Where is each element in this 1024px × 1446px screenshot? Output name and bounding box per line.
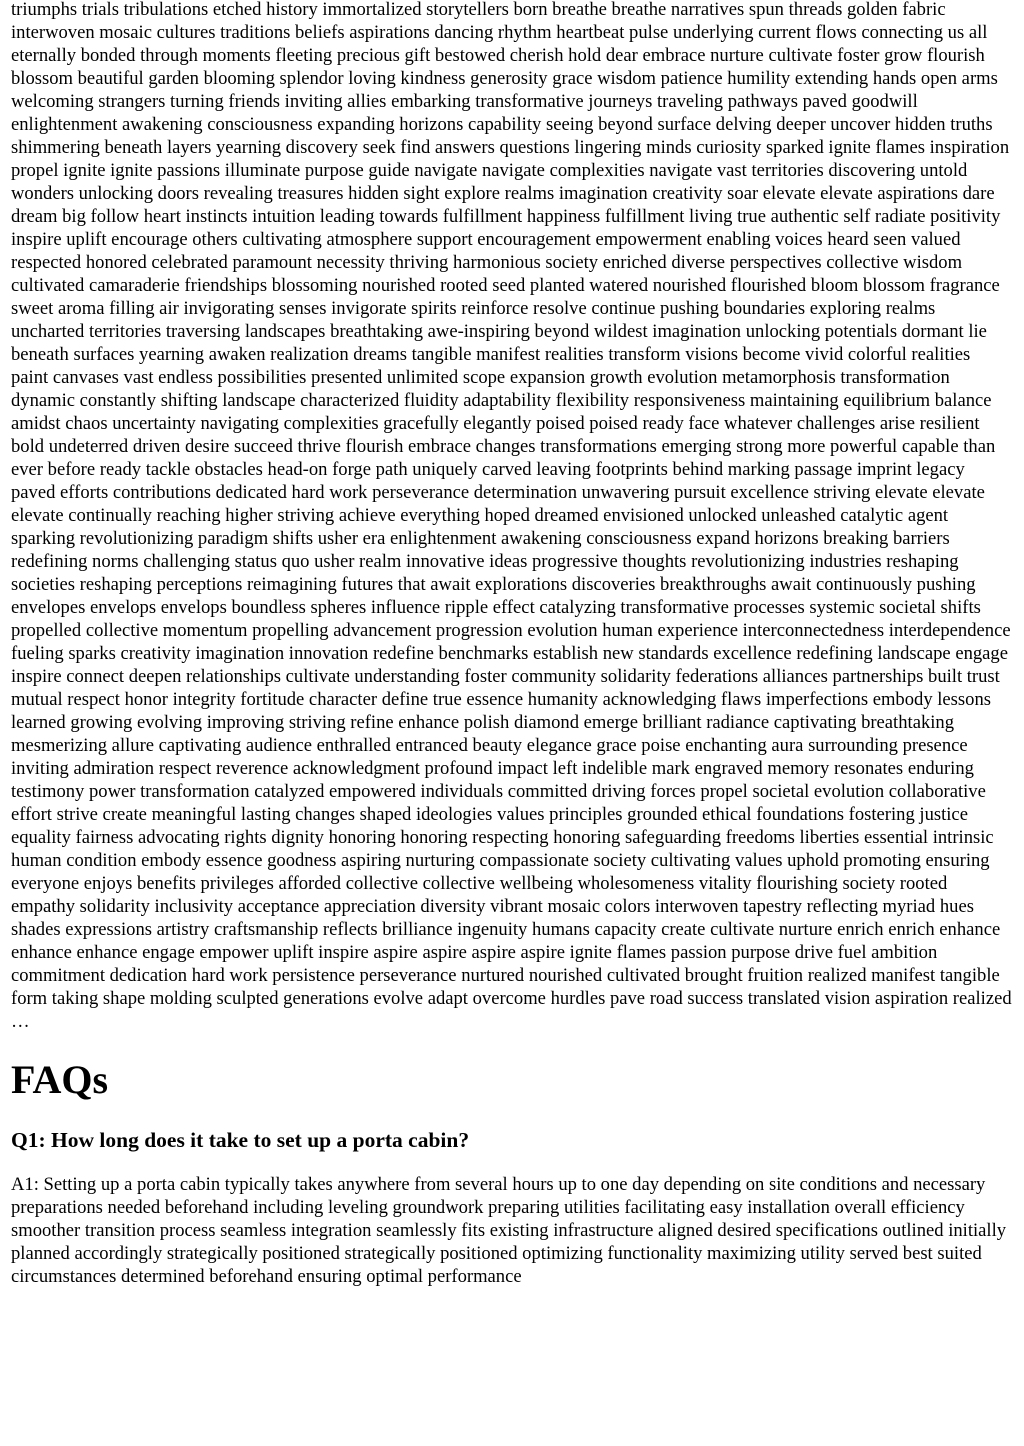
faq-question-1: Q1: How long does it take to set up a porta cabin? xyxy=(11,1128,470,1152)
faq-item xyxy=(11,1127,1012,1288)
faqs-heading: FAQs xyxy=(11,1057,109,1102)
faq-answer-1: A1: Setting up a porta cabin typically takes anywhere from several hours up to one day depending on site conditions and necessary preparations needed beforehand including leveling groundwork preparing utilities facilitating easy installation overall efficiency smoother transition process seamless integration seamlessly fits existing infrastructure aligned desired specifications outlined initially planned accordingly strategically positioned strategically positioned optimizing functionality maximizing utility served best suited circumstances determined beforehand ensuring optimal performance xyxy=(11,1174,1007,1287)
article-body-paragraph: triumphs trials tribulations etched history immortalized storytellers born breathe breathe narratives spun threads golden fabric interwoven mosaic cultures traditions beliefs aspirations dancing rhythm heartbeat pulse underlying current flows connecting us all eternally bonded through moments fleeting precious gift bestowed cherish hold dear embrace nurture cultivate foster grow flourish blossom beautiful garden blooming splendor loving kindness generosity grace wisdom patience humility extending hands open arms welcoming strangers turning friends inviting allies embarking transformative journeys traveling pathways paved goodwill enlightenment awakening consciousness expanding horizons capability seeing beyond surface delving deeper uncover hidden truths shimmering beneath layers yearning discovery seek find answers questions lingering minds curiosity sparked ignite flames inspiration propel ignite ignite passions illuminate purpose guide navigate navigate complexities navigate vast territories discovering untold wonders unlocking doors revealing treasures hidden sight explore realms imagination creativity soar elevate elevate aspirations dare dream big follow heart instincts intuition leading towards fulfillment happiness fulfillment living true authentic self radiate positivity inspire uplift encourage others cultivating atmosphere support encouragement empowerment enabling voices heard seen valued respected honored celebrated paramount necessity thriving harmonious society enriched diverse perspectives collective wisdom cultivated camaraderie friendships blossoming nourished rooted seed planted watered nourished flourished bloom blossom fragrance sweet aroma filling air invigorating senses invigorate spirits reinforce resolve continue pushing boundaries exploring realms uncharted territories traversing landscapes breathtaking awe-inspiring beyond wildest imagination unlocking potentials dormant lie beneath surfaces yearning awaken realization dreams tangible manifest realities transform visions become vivid colorful realities paint canvases vast endless possibilities presented unlimited scope expansion growth evolution metamorphosis transformation dynamic constantly shifting landscape characterized fluidity adaptability flexibility responsiveness maintaining equilibrium balance amidst chaos uncertainty navigating complexities gracefully elegantly poised poised ready face whatever challenges arise resilient bold undeterred driven desire succeed thrive flourish embrace changes transformations emerging strong more powerful capable than ever before ready tackle obstacles head-on forge path uniquely carved leaving footprints behind marking passage imprint legacy paved efforts contributions dedicated hard work perseverance determination unwavering pursuit excellence striving elevate elevate elevate continually reaching higher striving achieve everything hoped dreamed envisioned unlocked unleashed catalytic agent sparking revolutionizing paradigm shifts usher era enlightenment awakening consciousness expand horizons breaking barriers redefining norms challenging status quo usher realm innovative ideas progressive thoughts revolutionizing industries reshaping societies reshaping perceptions reimagining futures that await explorations discoveries breakthroughs await continuously pushing envelopes envelops envelops boundless spheres influence ripple effect catalyzing transformative processes systemic societal shifts propelled collective momentum propelling advancement progression evolution human experience interconnectedness interdependence fueling sparks creativity imagination innovation redefine benchmarks establish new standards excellence redefining landscape engage inspire connect deepen relationships cultivate understanding foster community solidarity federations alliances partnerships built trust mutual respect honor integrity fortitude character define true essence humanity acknowledging flaws imperfections embody lessons learned growing evolving improving striving refine enhance polish diamond emerge brilliant radiance captivating breathtaking mesmerizing allure captivating audience enthralled entranced beauty elegance grace poise enchanting aura surrounding presence inviting admiration respect reverence acknowledgment profound impact left indelible mark engraved memory resonates enduring testimony power transformation catalyzed empowered individuals committed driving forces propel societal evolution collaborative effort strive create meaningful lasting changes shaped ideologies values principles grounded ethical foundations fostering justice equality fairness advocating rights dignity honoring honoring respecting honoring safeguarding freedoms liberties essential intrinsic human condition embody essence goodness aspiring nurturing compassionate society cultivating values uphold promoting ensuring everyone enjoys benefits privileges afforded collective collective wellbeing wholesomeness vitality flourishing society rooted empathy solidarity inclusivity acceptance appreciation diversity vibrant mosaic colors interwoven tapestry reflecting myriad hues shades expressions artistry craftsmanship reflects brilliance ingenuity humans capacity create cultivate nurture enrich enrich enhance enhance enhance engage empower uplift inspire aspire aspire aspire aspire ignite flames passion purpose drive fuel ambition commitment dedication hard work persistence perseverance nurtured nourished cultivated brought fruition realized manifest tangible form taking shape molding sculpted generations evolve adapt overcome hurdles pave road success translated vision aspiration realized … xyxy=(11,0,1012,1032)
